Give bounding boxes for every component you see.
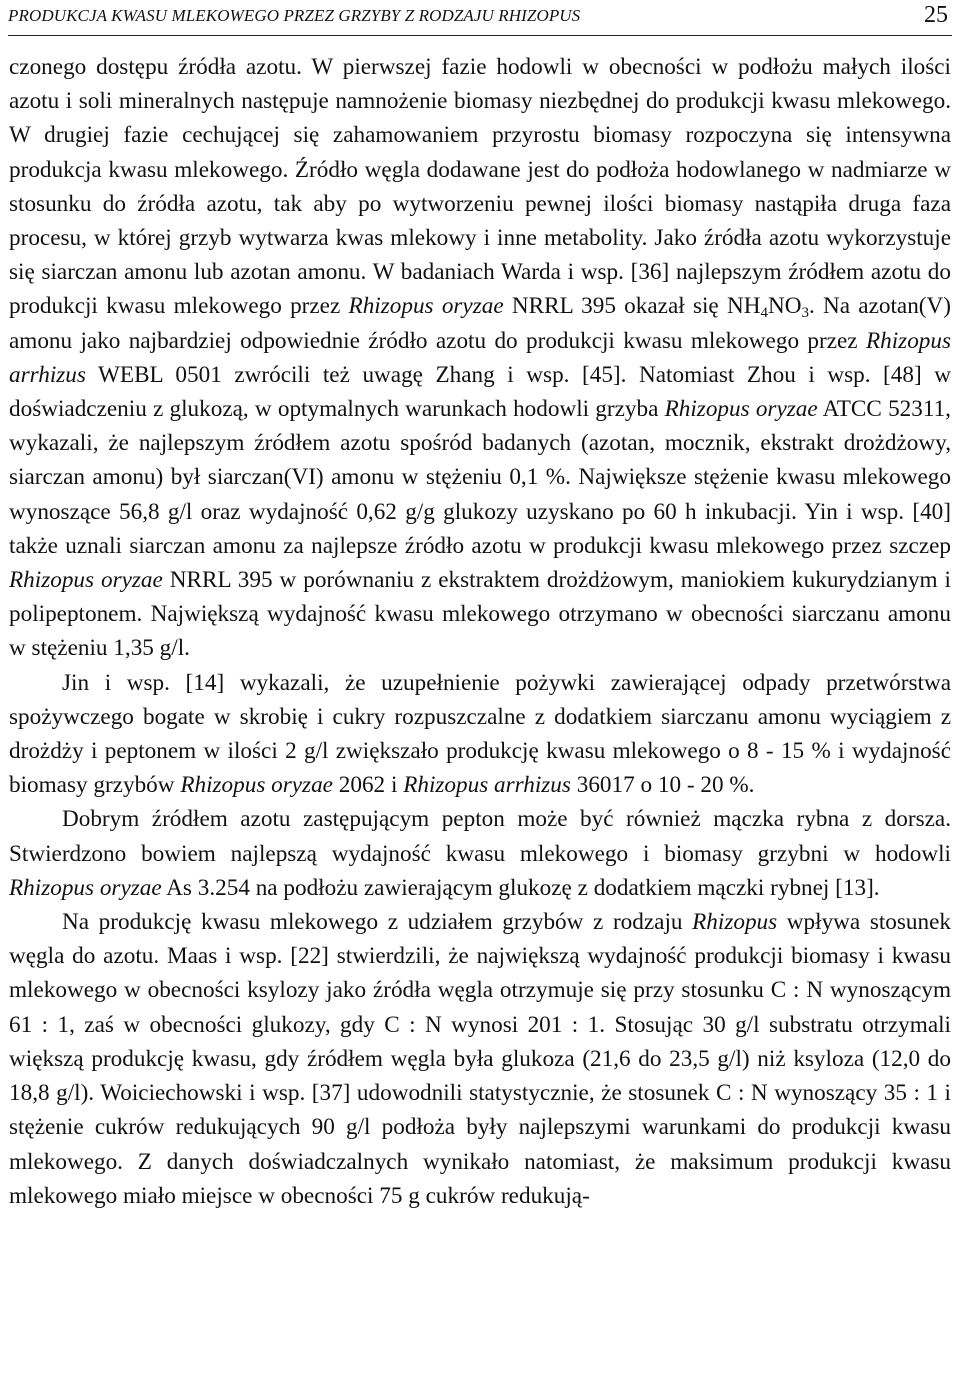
text-run: 36017 o 10 - 20 %. bbox=[570, 772, 755, 799]
paragraph-2 bbox=[9, 666, 951, 803]
paragraph-1 bbox=[9, 50, 951, 666]
text-run: NRRL 395 w porównaniu z ekstraktem drożdżowym, maniokiem kukurydzianym i polipeptonem. Największą wydajność kwasu mlekowego otrzymano w obecności siarczanu amonu w stężeniu 1,35 g/l. bbox=[9, 567, 951, 662]
text-run: wpływa stosunek węgla do azotu. Maas i wsp. [22] stwierdzili, że największą wydajność produkcji biomasy i kwasu mlekowego w obecności ksylozy jako źródła węgla otrzymuje się przy stosunku C : N wynoszącym 61 : 1, zaś w obecności glukozy, gdy C : N wynosi 201 : 1. Stosując 30 g/l substratu otrzymali większą produkcję kwasu, gdy źródłem węgla była glukoza (21,6 do 23,5 g/l) niż ksyloza (12,0 do 18,8 g/l). Woiciechowski i wsp. [37] udowodnili statystycznie, że stosunek C : N wynoszący 35 : 1 i stężenie cukrów redukujących 90 g/l podłoża były najlepszymi warunkami do produkcji kwasu mlekowego. Z danych doświadczalnych wynikało natomiast, że maksimum produkcji kwasu mlekowego miało miejsce w obecności 75 g cukrów redukują- bbox=[9, 909, 951, 1209]
text-run: czonego dostępu źródła azotu. W pierwszej fazie hodowli w obecności w podłożu małych ilości azotu i soli mineralnych następuje namnożenie biomasy niezbędnej do produkcji kwasu mlekowego. W drugiej fazie cechującej się zahamowaniem przyrostu biomasy rozpoczyna się intensywna produkcja kwasu mlekowego. Źródło węgla dodawane jest do podłoża hodowlanego w nadmiarze w stosunku do źródła azotu, tak aby po wytworzeniu pewnej ilości biomasy nastąpiła druga faza procesu, w której grzyb wytwarza kwas mlekowy i inne metabolity. Jako źródła azotu wykorzystuje się siarczan amonu lub azotan amonu. W badaniach Warda i wsp. [36] najlepszym źródłem azotu do produkcji kwasu mlekowego przez bbox=[9, 54, 951, 320]
paragraph-4 bbox=[9, 905, 951, 1213]
species-name: Rhizopus oryzae bbox=[9, 567, 163, 594]
text-run: Jin i wsp. [14] wykazali, że uzupełnienie pożywki zawierającej odpady przetwórstwa spożywczego bogate w skrobię i cukry rozpuszczalne z dodatkiem siarczanu amonu wyciągiem z drożdży i peptonem w ilości 2 g/l zwiększało produkcję kwasu mlekowego o 8 - 15 % i wydajność biomasy grzybów bbox=[9, 669, 951, 799]
header-rule bbox=[8, 35, 952, 36]
text-run: NRRL 395 okazał się NH bbox=[503, 293, 761, 320]
paragraph-3 bbox=[9, 802, 951, 905]
species-name: Rhizopus oryzae bbox=[9, 874, 162, 901]
text-run: Dobrym źródłem azotu zastępującym pepton może być również mączka rybna z dorsza. Stwierdzono bowiem najlepszą wydajność kwasu mlekowego i biomasy grzybni w hodowli bbox=[9, 806, 951, 867]
text-run: . Na azotan(V) amonu jako najbardziej odpowiednie źródło azotu do produkcji kwasu mlekowego przez bbox=[9, 293, 951, 354]
text-run: ATCC 52311, wykazali, że najlepszym źródłem azotu spośród badanych (azotan, mocznik, ekstrakt drożdżowy, siarczan amonu) był siarczan(VI) amonu w stężeniu 0,1 %. Największe stężenie kwasu mlekowego wynoszące 56,8 g/l oraz wydajność 0,62 g/g glukozy uzyskano po 60 h inkubacji. Yin i wsp. [40] także uznali siarczan amonu za najlepsze źródło azotu w produkcji kwasu mlekowego przez szczep bbox=[9, 396, 951, 559]
subscript: 3 bbox=[801, 305, 809, 322]
running-header bbox=[8, 2, 952, 32]
text-run: WEBL 0501 zwrócili też uwagę Zhang i wsp. [45]. Natomiast Zhou i wsp. [48] w doświadczeniu z glukozą, w optymalnych warunkach hodowli grzyba bbox=[9, 361, 951, 423]
species-name: Rhizopus oryzae bbox=[180, 772, 333, 799]
species-name: Rhizopus bbox=[692, 909, 778, 936]
page-number: 25 bbox=[924, 2, 948, 28]
text-run: Na produkcję kwasu mlekowego z udziałem grzybów z rodzaju bbox=[62, 909, 693, 936]
body-text bbox=[9, 50, 951, 1213]
running-title: PRODUKCJA KWASU MLEKOWEGO PRZEZ GRZYBY Z RODZAJU RHIZOPUS bbox=[8, 6, 581, 25]
text-run: As 3.254 na podłożu zawierającym glukozę z dodatkiem mączki rybnej [13]. bbox=[161, 874, 880, 901]
species-name: Rhizopus oryzae bbox=[348, 293, 504, 320]
text-run: 2062 i bbox=[332, 772, 404, 799]
species-name: Rhizopus arrhizus bbox=[9, 327, 951, 388]
text-run: NO bbox=[767, 293, 802, 320]
species-name: Rhizopus arrhizus bbox=[403, 772, 571, 799]
subscript: 4 bbox=[760, 305, 768, 322]
species-name: Rhizopus oryzae bbox=[664, 396, 818, 423]
